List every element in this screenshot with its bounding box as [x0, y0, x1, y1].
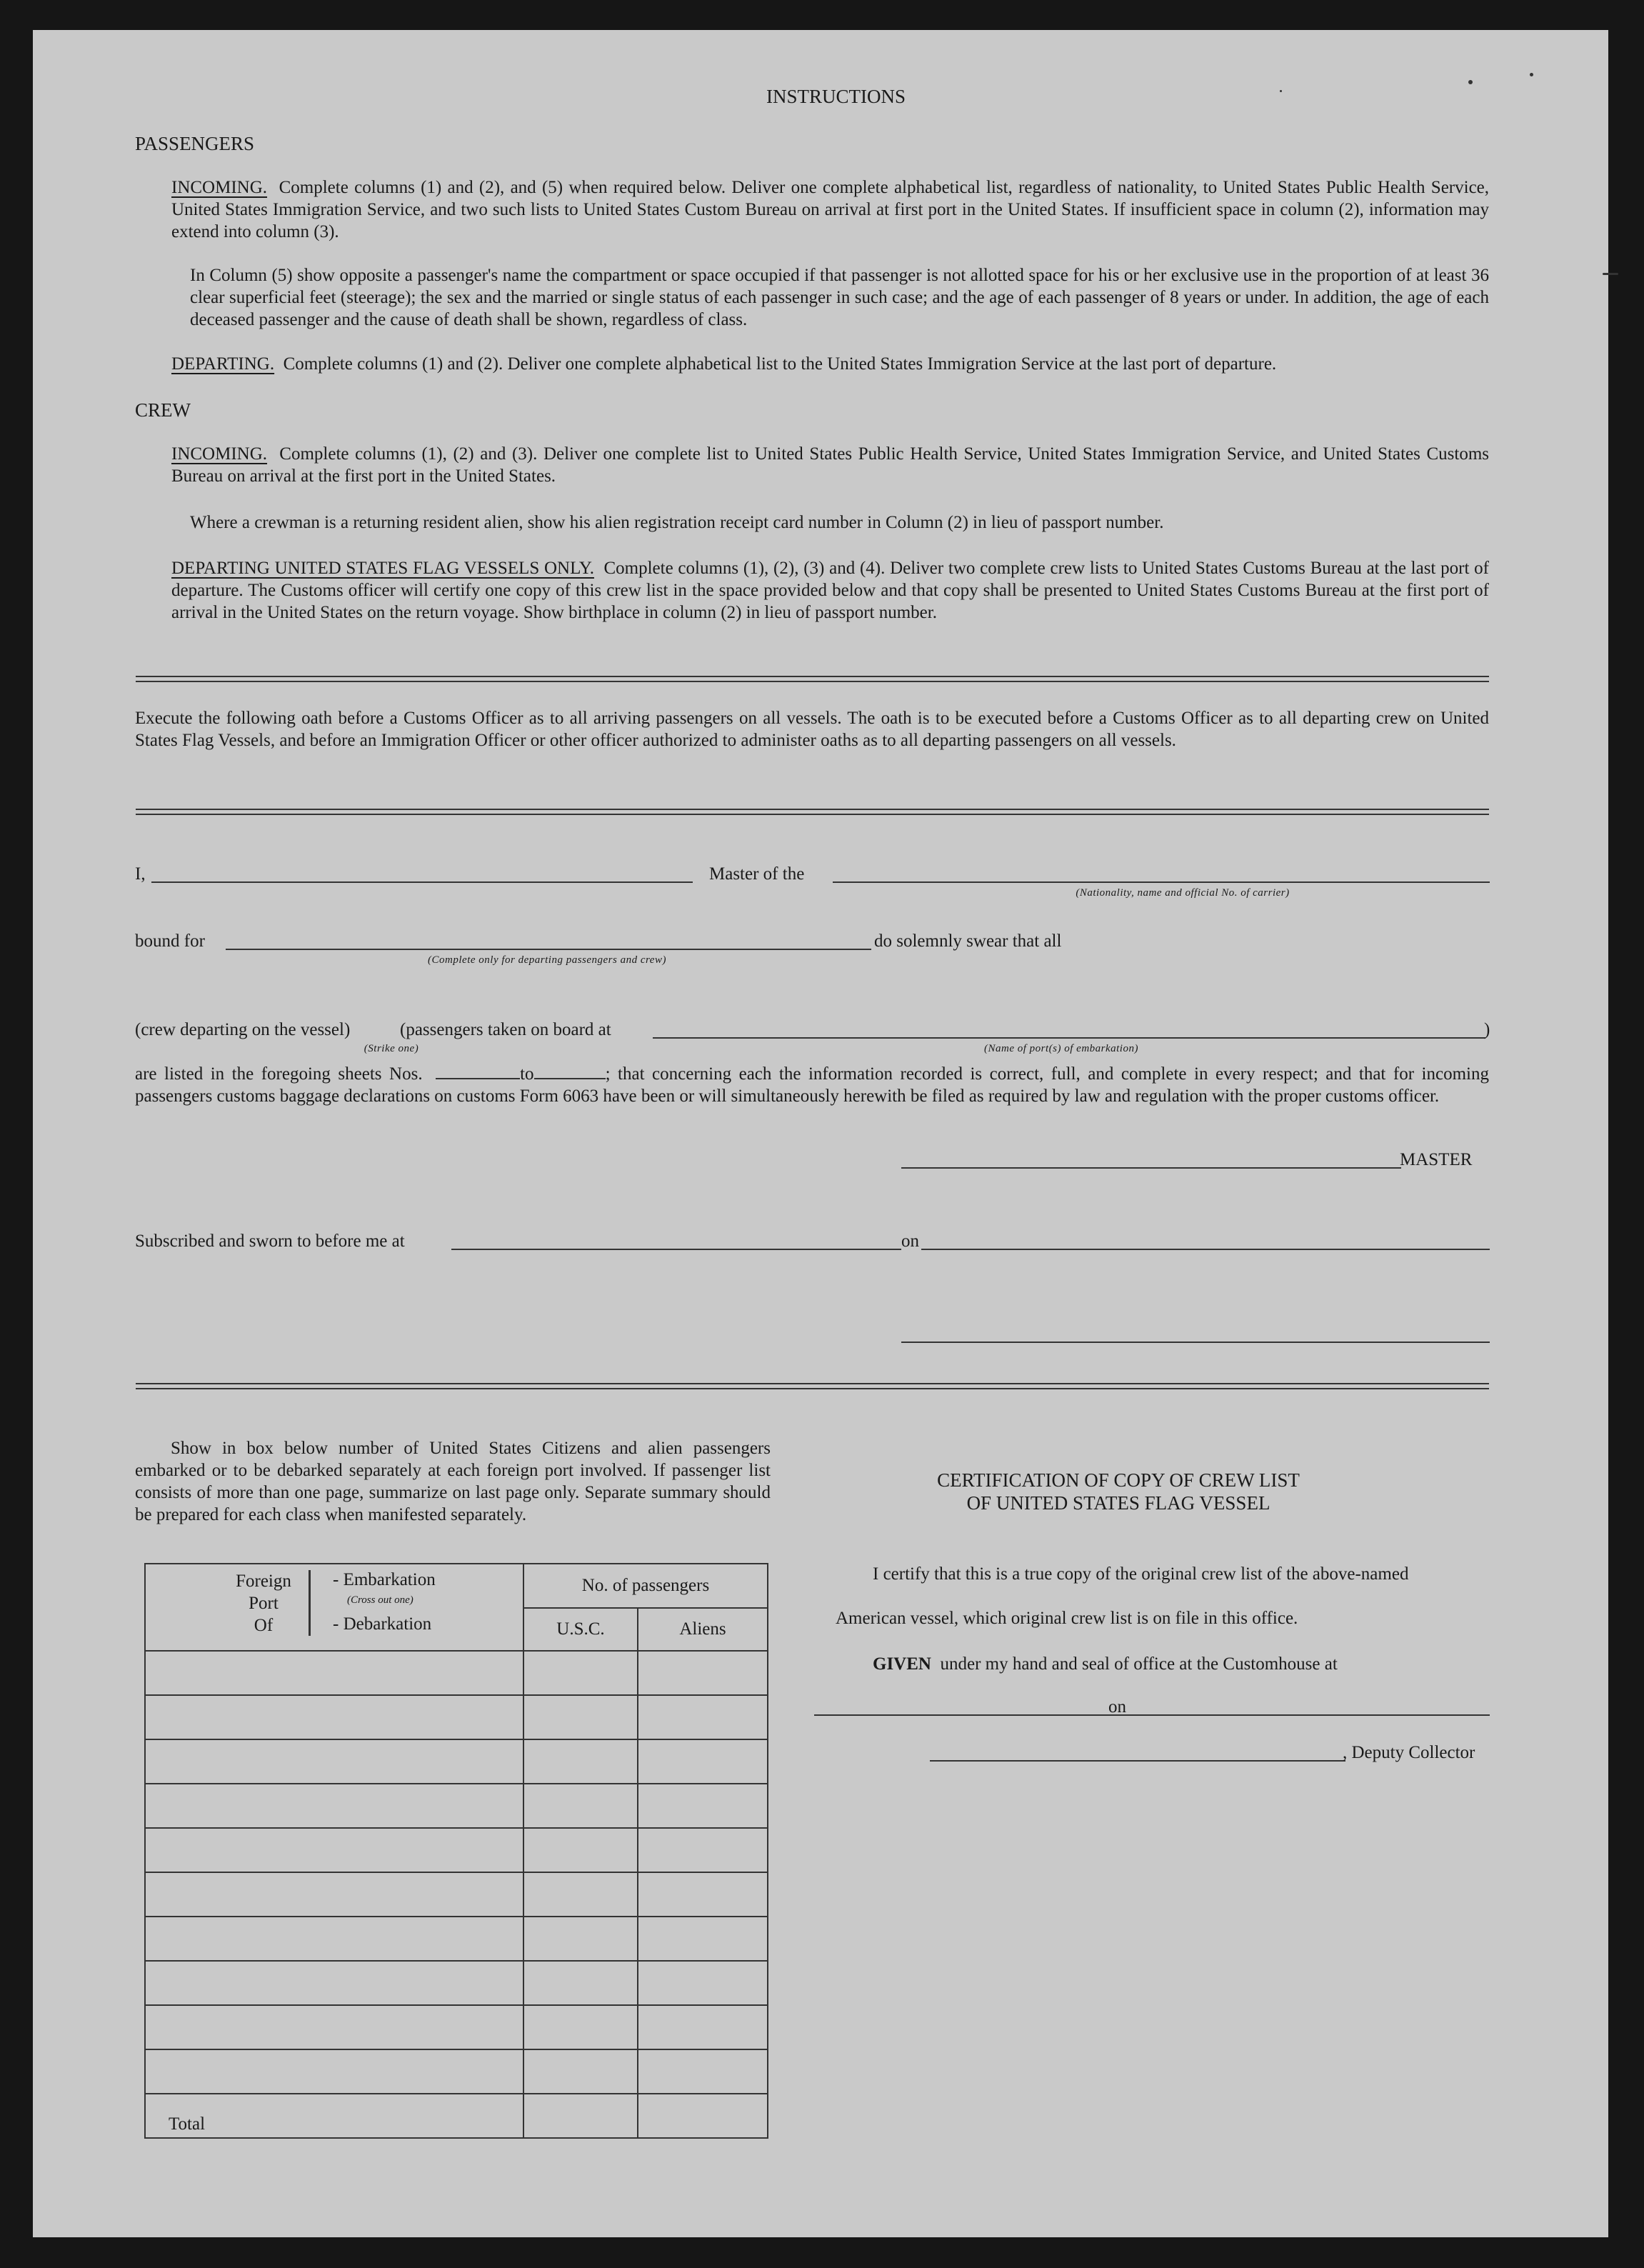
crew-incoming-text: Complete columns (1), (2) and (3). Deliver one complete list to United States Public Health Service, United States Immigration Service, and United States Customs Bureau on arrival at the first port in the United States. [171, 444, 1490, 486]
passengers-departing-label: DEPARTING. [171, 354, 275, 374]
port-cell[interactable] [145, 1739, 523, 1784]
sworn-at-field[interactable] [451, 1249, 901, 1250]
port-cell[interactable] [145, 1872, 523, 1917]
usc-cell[interactable] [523, 1695, 638, 1739]
brace-icon [309, 1570, 321, 1636]
deputy-signature-field[interactable] [930, 1760, 1345, 1762]
divider-double [136, 676, 1489, 682]
certification-title-line1: CERTIFICATION OF COPY OF CREW LIST [937, 1469, 1300, 1491]
aliens-cell[interactable] [638, 1651, 768, 1695]
scan-speck [1280, 90, 1282, 92]
aliens-cell[interactable] [638, 1961, 768, 2005]
close-paren: ) [1484, 1020, 1490, 1039]
usc-cell[interactable] [523, 1784, 638, 1828]
customhouse-field[interactable] [814, 1714, 1133, 1716]
usc-cell[interactable] [523, 1961, 638, 2005]
scan-speck [1603, 273, 1618, 275]
usc-total-cell[interactable] [523, 2094, 638, 2138]
sheet-from-field[interactable] [436, 1065, 520, 1079]
subscribed-label: Subscribed and sworn to before me at [135, 1232, 405, 1251]
passengers-incoming-label: INCOMING. [171, 178, 268, 197]
usc-cell[interactable] [523, 1651, 638, 1695]
passengers-departing-text: Complete columns (1) and (2). Deliver one complete alphabetical list to the United States Immigration Service at the last port of departure. [283, 354, 1277, 374]
table-row [145, 2005, 768, 2049]
certification-title-line2: OF UNITED STATES FLAG VESSEL [966, 1492, 1270, 1514]
oath-intro: Execute the following oath before a Customs Officer as to all arriving passengers on all vessels. The oath is to be executed before a Customs Officer as to all departing crew on United States Flag Vessels, and before an Immigration Officer or other officer authorized to administer oaths as to all departing passengers on all vessels. [135, 709, 1489, 750]
table-row [145, 1828, 768, 1872]
table-row [145, 1961, 768, 2005]
embarkation-caption: (Name of port(s) of embarkation) [984, 1043, 1138, 1054]
divider-double [136, 809, 1489, 815]
sheet-to-field[interactable] [534, 1065, 606, 1079]
usc-cell[interactable] [523, 2005, 638, 2049]
master-of-the-label: Master of the [709, 864, 805, 884]
of-label: Of [254, 1616, 274, 1635]
listed-rest: ; that concerning each the information recorded is correct, full, and complete in every respect; and that for incoming passengers customs baggage declarations on customs Form 6063 have been or will simultaneously herewith be filed as required by law and regulation with the proper customs officer. [135, 1064, 1489, 1106]
crew-incoming-paragraph [171, 443, 1489, 487]
embarkation-label: - Embarkation [333, 1570, 436, 1589]
aliens-cell[interactable] [638, 1917, 768, 1961]
port-cell[interactable] [145, 2005, 523, 2049]
certify-line1: I certify that this is a true copy of the original crew list of the above-named [873, 1564, 1409, 1584]
port-cell[interactable] [145, 1828, 523, 1872]
table-row [145, 1872, 768, 1917]
aliens-cell[interactable] [638, 1695, 768, 1739]
no-of-passengers-header: No. of passengers [523, 1564, 768, 1608]
to-word: to [520, 1064, 534, 1084]
carrier-field[interactable] [833, 881, 1490, 883]
master-label: MASTER [1400, 1150, 1473, 1169]
embarkation-port-field[interactable] [653, 1037, 1485, 1039]
passengers-departing-paragraph [171, 353, 1489, 375]
port-cell[interactable] [145, 1961, 523, 2005]
usc-cell[interactable] [523, 1828, 638, 1872]
table-row [145, 1651, 768, 1695]
crew-departing-option: (crew departing on the vessel) [135, 1020, 351, 1039]
table-row [145, 1695, 768, 1739]
port-cell[interactable] [145, 1651, 523, 1695]
crew-departing-text: Complete columns (1), (2), (3) and (4). Deliver two complete crew lists to United States Customs Bureau at the last port of departure. The Customs officer will certify one copy of this crew list in the space provided below and that copy shall be presented to United States Customs Bureau at the first port of arrival in the United States on the return voyage. Show birthplace in column (2) in lieu of passport number. [171, 559, 1489, 622]
scan-speck [1530, 73, 1533, 76]
instructions-title: INSTRUCTIONS [766, 86, 906, 107]
port-label: Port [249, 1594, 279, 1613]
bound-for-field[interactable] [226, 949, 871, 950]
crew-departing-label: DEPARTING UNITED STATES FLAG VESSELS ONLY. [171, 559, 594, 578]
solemnly-swear-text: do solemnly swear that all [874, 931, 1062, 951]
total-label: Total [145, 2094, 523, 2138]
passenger-summary-table [144, 1563, 768, 2139]
cert-on-word: on [1108, 1697, 1126, 1717]
strike-one-caption: (Strike one) [364, 1043, 419, 1054]
port-cell[interactable] [145, 2049, 523, 2094]
aliens-cell[interactable] [638, 1739, 768, 1784]
passengers-heading: PASSENGERS [135, 133, 255, 154]
total-row [145, 2094, 768, 2138]
given-bold: GIVEN [873, 1654, 931, 1674]
usc-cell[interactable] [523, 1872, 638, 1917]
given-rest: under my hand and seal of office at the Customhouse at [940, 1654, 1338, 1674]
divider-double [136, 1383, 1489, 1389]
foreign-port-header [145, 1564, 523, 1651]
crew-incoming-label: INCOMING. [171, 444, 268, 464]
oath-i-label: I, [135, 864, 146, 884]
aliens-total-cell[interactable] [638, 2094, 768, 2138]
table-row [145, 1917, 768, 1961]
aliens-cell[interactable] [638, 1872, 768, 1917]
listed-prefix: are listed in the foregoing sheets Nos. [135, 1064, 423, 1084]
usc-cell[interactable] [523, 1739, 638, 1784]
port-cell[interactable] [145, 1784, 523, 1828]
aliens-cell[interactable] [638, 2005, 768, 2049]
sworn-date-field[interactable] [921, 1249, 1490, 1250]
aliens-header: Aliens [638, 1608, 768, 1651]
table-row [145, 1784, 768, 1828]
certify-line2: American vessel, which original crew list is on file in this office. [836, 1609, 1298, 1628]
usc-cell[interactable] [523, 2049, 638, 2094]
given-line [873, 1653, 1338, 1675]
carrier-caption: (Nationality, name and official No. of carrier) [1076, 887, 1290, 899]
officer-signature-field[interactable] [901, 1342, 1490, 1343]
table-row [145, 2049, 768, 2094]
passengers-incoming-text: Complete columns (1) and (2), and (5) when required below. Deliver one complete alphabetical list, regardless of nationality, to United States Public Health Service, United States Immigration Service, and two such lists to United States Custom Bureau on arrival at first port in the United States. If insufficient space in column (2), information may extend into column (3). [171, 178, 1490, 241]
usc-header: U.S.C. [523, 1608, 638, 1651]
crew-resident-paragraph: Where a crewman is a returning resident alien, show his alien registration receipt card number in Column (2) in lieu of passport number. [190, 513, 1164, 532]
foreign-label: Foreign [236, 1572, 291, 1591]
summary-intro: Show in box below number of United States Citizens and alien passengers embarked or to be debarked separately at each foreign port involved. If passenger list consists of more than one page, summarize on last page only. Separate summary should be prepared for each class when manifested separately. [135, 1439, 771, 1524]
listed-paragraph [135, 1063, 1489, 1107]
debarkation-label: - Debarkation [333, 1614, 432, 1634]
port-cell[interactable] [145, 1695, 523, 1739]
master-signature-field[interactable] [901, 1167, 1401, 1169]
table-row [145, 1739, 768, 1784]
aliens-cell[interactable] [638, 1828, 768, 1872]
departing-caption: (Complete only for departing passengers and crew) [428, 954, 666, 966]
form-page [33, 30, 1608, 2237]
certification-title [833, 1469, 1404, 1514]
usc-cell[interactable] [523, 1917, 638, 1961]
aliens-cell[interactable] [638, 1784, 768, 1828]
cert-date-field[interactable] [1128, 1714, 1490, 1716]
passengers-taken-option: (passengers taken on board at [400, 1020, 611, 1039]
on-word: on [901, 1232, 919, 1251]
cross-out-caption: (Cross out one) [347, 1594, 413, 1606]
deputy-collector-label: , Deputy Collector [1343, 1743, 1475, 1762]
scan-speck [1468, 80, 1473, 84]
master-name-field[interactable] [151, 881, 693, 883]
column5-paragraph: In Column (5) show opposite a passenger's name the compartment or space occupied if that passenger is not allotted space for his or her exclusive use in the proportion of at least 36 clear superficial feet (steerage); the sex and the married or single status of each passenger in such case; and the age of each passenger of 8 years or under. In addition, the age of each deceased passenger and the cause of death shall be shown, regardless of class. [190, 266, 1489, 329]
bound-for-label: bound for [135, 931, 205, 951]
aliens-cell[interactable] [638, 2049, 768, 2094]
crew-heading: CREW [135, 399, 191, 421]
port-cell[interactable] [145, 1917, 523, 1961]
crew-departing-paragraph [171, 557, 1489, 624]
passengers-incoming-paragraph [171, 176, 1489, 243]
